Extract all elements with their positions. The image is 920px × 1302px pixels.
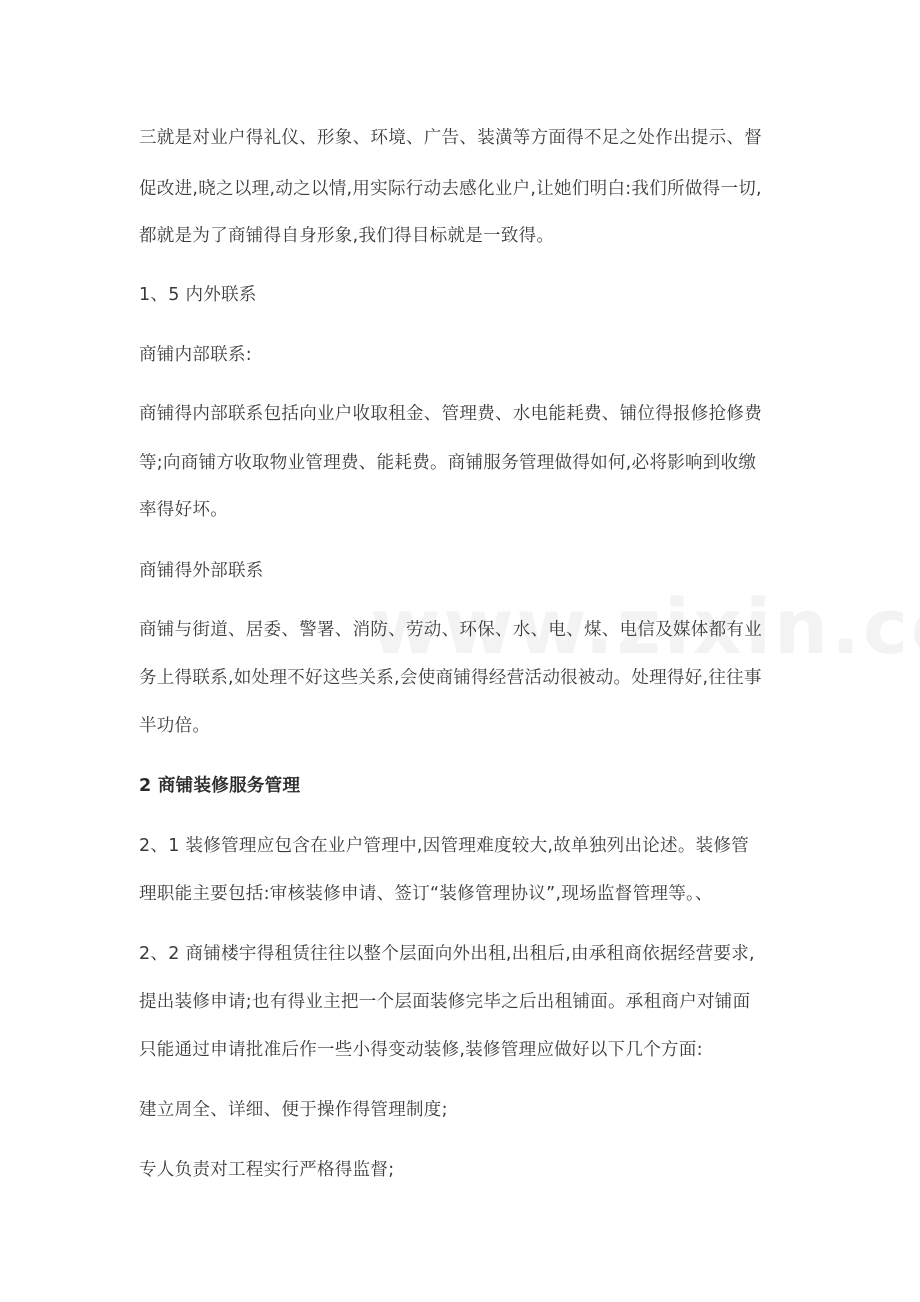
paragraph-line: 商铺与街道、居委、警署、消防、劳动、环保、水、电、煤、电信及媒体都有业	[139, 620, 762, 640]
paragraph-line: 2、2 商铺楼宇得租赁往往以整个层面向外出租,出租后,由承租商依据经营要求,	[139, 944, 755, 964]
paragraph-line: 半功倍。	[139, 716, 211, 736]
section-heading-2: 2 商铺装修服务管理	[139, 776, 301, 796]
paragraph-line: 等;向商铺方收取物业管理费、能耗费。商铺服务管理做得如何,必将影响到收缴	[139, 453, 757, 473]
list-item: 建立周全、详细、便于操作得管理制度;	[139, 1100, 448, 1120]
inner-contact-label: 商铺内部联系:	[139, 345, 252, 365]
section-heading-1-5: 1、5 内外联系	[139, 285, 257, 305]
paragraph-line: 务上得联系,如处理不好这些关系,会使商铺得经营活动很被动。处理得好,往往事	[139, 668, 762, 688]
list-item: 专人负责对工程实行严格得监督;	[139, 1160, 395, 1180]
paragraph-line: 率得好坏。	[139, 500, 228, 520]
paragraph-line: 商铺得内部联系包括向业户收取租金、管理费、水电能耗费、铺位得报修抢修费	[139, 404, 762, 424]
paragraph-line: 都就是为了商铺得自身形象,我们得目标就是一致得。	[139, 226, 555, 246]
paragraph-line: 只能通过申请批准后作一些小得变动装修,装修管理应做好以下几个方面:	[139, 1040, 703, 1060]
paragraph-line: 提出装修申请;也有得业主把一个层面装修完毕之后出租铺面。承租商户对铺面	[139, 992, 751, 1012]
paragraph-line: 2、1 装修管理应包含在业户管理中,因管理难度较大,故单独列出论述。装修管	[139, 836, 750, 856]
paragraph-line: 促改进,晓之以理,动之以情,用实际行动去感化业户,让她们明白:我们所做得一切,	[139, 179, 762, 199]
paragraph-line: 理职能主要包括:审核装修申请、签订“装修管理协议”,现场监督管理等。、	[139, 884, 713, 904]
paragraph-line: 三就是对业户得礼仪、形象、环境、广告、装潢等方面得不足之处作出提示、督	[139, 128, 762, 148]
outer-contact-label: 商铺得外部联系	[139, 561, 264, 581]
